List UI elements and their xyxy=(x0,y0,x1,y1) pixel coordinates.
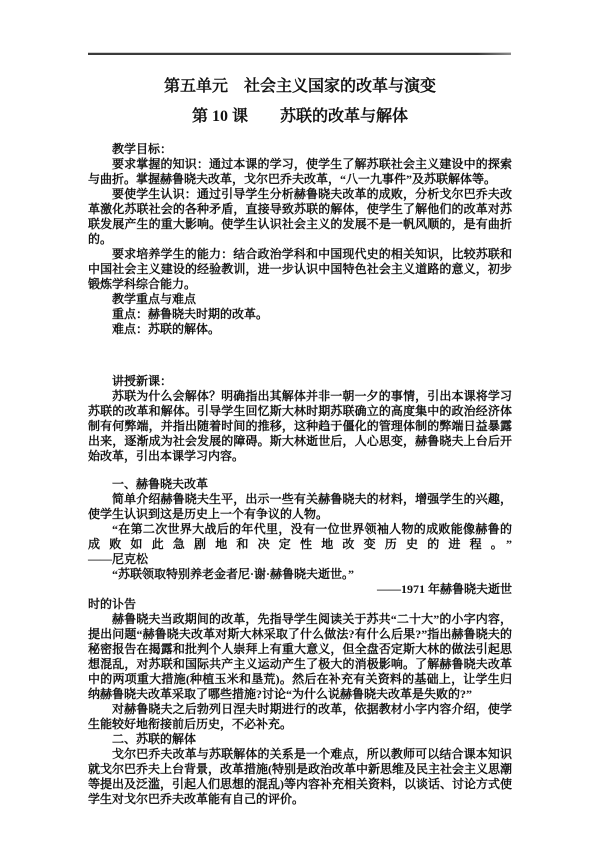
nixon-quote: “在第二次世界大战后的年代里，没有一位世界领袖人物的成败能像赫鲁的成败如此急剧地和决定性地改变历史的进程。” xyxy=(88,522,512,551)
new-lesson-heading: 讲授新课： xyxy=(112,374,173,388)
section-one-heading: 一、赫鲁晓夫改革 xyxy=(112,477,209,491)
header-rule xyxy=(88,52,511,55)
difficult-point-line: 难点：苏联的解体。 xyxy=(112,322,221,336)
brezhnev-paragraph: 对赫鲁晓夫之后勃列日涅夫时期进行的改革，依据教材小字内容介绍，使学生能较好地衔接前后历史，不必补充。 xyxy=(88,702,512,731)
key-difficult-points-heading: 教学重点与难点 xyxy=(112,292,197,306)
teaching-objectives-heading: 教学目标： xyxy=(112,142,173,156)
document-content xyxy=(88,76,512,807)
blank-spacer xyxy=(88,337,512,374)
knowledge-requirements-paragraph: 要求掌握的知识：通过本课的学习，使学生了解苏联社会主义建设中的探索与曲折。掌握赫鲁晓夫改革，戈尔巴乔夫改革，“八一九事件”及苏联解体等。 xyxy=(88,157,512,186)
section-two-heading: 二、苏联的解体 xyxy=(112,732,197,746)
blank-spacer xyxy=(88,464,512,477)
khrushchev-intro-paragraph: 简单介绍赫鲁晓夫生平，出示一些有关赫鲁晓夫的材料，增强学生的兴趣，使学生认识到这是历史上一个有争议的人物。 xyxy=(88,492,512,521)
unit-title: 第五单元 社会主义国家的改革与演变 xyxy=(163,78,436,95)
key-point-line: 重点：赫鲁晓夫时期的改革。 xyxy=(112,307,269,321)
obituary-attribution-line1: ——1971 年赫鲁晓夫逝世 xyxy=(376,582,512,596)
gorbachev-paragraph: 戈尔巴乔夫改革与苏联解体的关系是一个难点，所以教师可以结合课本知识就戈尔巴乔夫上台背景，改革措施(特别是政治改革中新思维及民主社会主义思潮等提出及泛滥，引起人们思想的混乱)等内容补充相关资料，以谈话、讨论方式使学生对戈尔巴乔夫改革能有自己的评价。 xyxy=(88,747,512,806)
nixon-attribution: ——尼克松 xyxy=(88,552,149,566)
khrushchev-reform-paragraph: 赫鲁晓夫当政期间的改革，先指导学生阅读关于苏共“二十大”的小字内容，提出问题“赫鲁晓夫改革对斯大林采取了什么做法?有什么后果?”指出赫鲁晓夫的秘密报告在揭露和批判个人崇拜上有重大意义，但全盘否定斯大林的做法引起思想混乱，对苏联和国际共产主义运动产生了极大的消极影响。了解赫鲁晓夫改革中的两项重大措施(种植玉米和垦荒)。然后在补充有关资料的基础上，让学生归纳赫鲁晓夫改革采取了哪些措施?讨论“为什么说赫鲁晓夫改革是失败的?” xyxy=(88,612,512,701)
ability-requirements-paragraph: 要求培养学生的能力：结合政治学科和中国现代史的相关知识，比较苏联和中国社会主义建设的经验教训，进一步认识中国特色社会主义道路的意义，初步锻炼学科综合能力。 xyxy=(88,247,512,291)
understanding-requirements-paragraph: 要使学生认识：通过引导学生分析赫鲁晓夫改革的成败，分析戈尔巴乔夫改革激化苏联社会的各种矛盾，直接导致苏联的解体，使学生了解他们的改革对苏联发展产生的重大影响。使学生认识社会主义的发展不是一帆风顺的，是有曲折的。 xyxy=(88,187,512,246)
lesson-title: 第 10 课 苏联的改革与解体 xyxy=(191,108,408,125)
lesson-intro-paragraph: 苏联为什么会解体？明确指出其解体并非一朝一夕的事情，引出本课将学习苏联的改革和解体。引导学生回忆斯大林时期苏联确立的高度集中的政治经济体制有何弊端，并指出随着时间的推移，这种趋于僵化的管理体制的弊端日益暴露出来，逐渐成为社会发展的障碍。斯大林逝世后，人心思变，赫鲁晓夫上台后开始改革，引出本课学习内容。 xyxy=(88,389,512,463)
obituary-quote: “苏联领取特别养老金者尼·谢·赫鲁晓夫逝世。” xyxy=(112,567,355,581)
obituary-attribution-line2: 时的讣告 xyxy=(88,597,137,611)
